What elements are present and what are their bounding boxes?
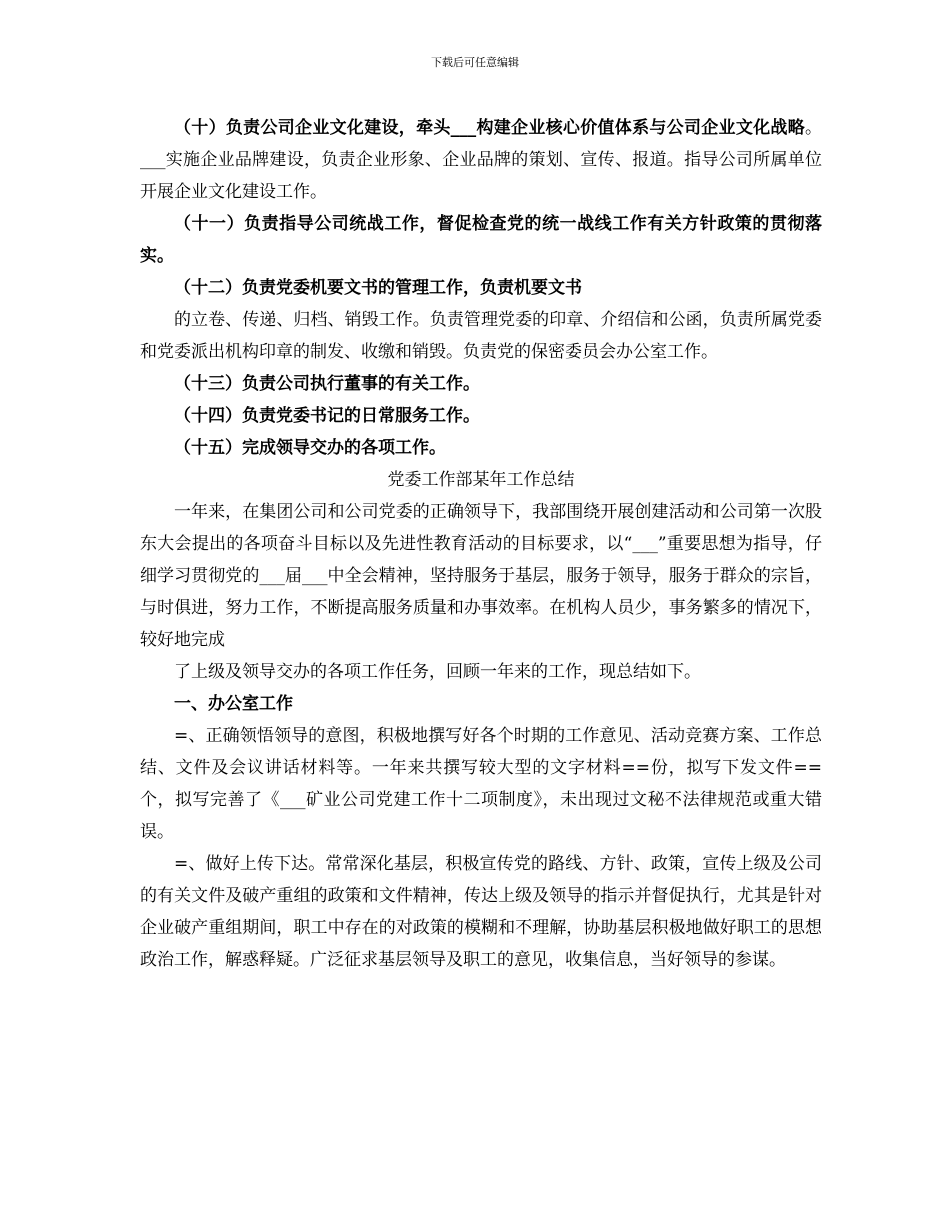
paragraph-item-13: （十三）负责公司执行董事的有关工作。 bbox=[174, 374, 480, 394]
paragraph-item-10-text: 。___实施企业品牌建设，负责企业形象、企业品牌的策划、宣传、报道。指导公司所属单位开展企业文化建设工作。 bbox=[140, 118, 822, 202]
office-work-paragraph-2: =、做好上传下达。常常深化基层，积极宣传党的路线、方针、政策，宣传上级及公司的有关文件及破产重组的政策和文件精神，传达上级及领导的指示并督促执行，尤其是针对企业破产重组期间，职工中存在的对政策的模糊和不理解，协助基层积极地做好职工的思想政治工作，解惑释疑。广泛征求基层领导及职工的意见，收集信息，当好领导的参谋。 bbox=[140, 854, 822, 970]
section-heading-office-work: 一、办公室工作 bbox=[174, 694, 293, 714]
paragraph-item-10 bbox=[140, 112, 822, 208]
summary-intro-continued: 了上级及领导交办的各项工作任务，回顾一年来的工作，现总结如下。 bbox=[174, 662, 701, 682]
paragraph-item-10-bold: （十）负责公司企业文化建设，牵头___构建企业核心价值体系与公司企业文化战略 bbox=[174, 118, 805, 138]
summary-title: 党委工作部某年工作总结 bbox=[387, 470, 575, 490]
summary-intro-paragraph: 一年来，在集团公司和公司党委的正确领导下，我部围绕开展创建活动和公司第一次股东大会提出的各项奋斗目标以及先进性教育活动的目标要求，以“___”重要思想为指导，仔细学习贯彻党的___届___中全会精神，坚持服务于基层，服务于领导，服务于群众的宗旨，与时俱进，努力工作，不断提高服务质量和办事效率。在机构人员少，事务繁多的情况下，较好地完成 bbox=[140, 502, 822, 650]
document-body bbox=[140, 112, 822, 976]
paragraph-item-14: （十四）负责党委书记的日常服务工作。 bbox=[174, 406, 480, 426]
paragraph-item-12-continued: 的立卷、传递、归档、销毁工作。负责管理党委的印章、介绍信和公函，负责所属党委和党委派出机构印章的制发、收缴和销毁。负责党的保密委员会办公室工作。 bbox=[140, 310, 822, 362]
paragraph-item-15: （十五）完成领导交办的各项工作。 bbox=[174, 438, 446, 458]
office-work-paragraph-1: =、正确领悟领导的意图，积极地撰写好各个时期的工作意见、活动竞赛方案、工作总结、文件及会议讲话材料等。一年来共撰写较大型的文字材料==份，拟写下发文件==个，拟写完善了《___矿业公司党建工作十二项制度》，未出现过文秘不法律规范或重大错误。 bbox=[140, 726, 822, 842]
page-header: 下载后可任意编辑 bbox=[431, 56, 519, 69]
paragraph-item-11: （十一）负责指导公司统战工作，督促检查党的统一战线工作有关方针政策的贯彻落实。 bbox=[140, 214, 822, 266]
paragraph-item-12: （十二）负责党委机要文书的管理工作，负责机要文书 bbox=[174, 278, 582, 298]
